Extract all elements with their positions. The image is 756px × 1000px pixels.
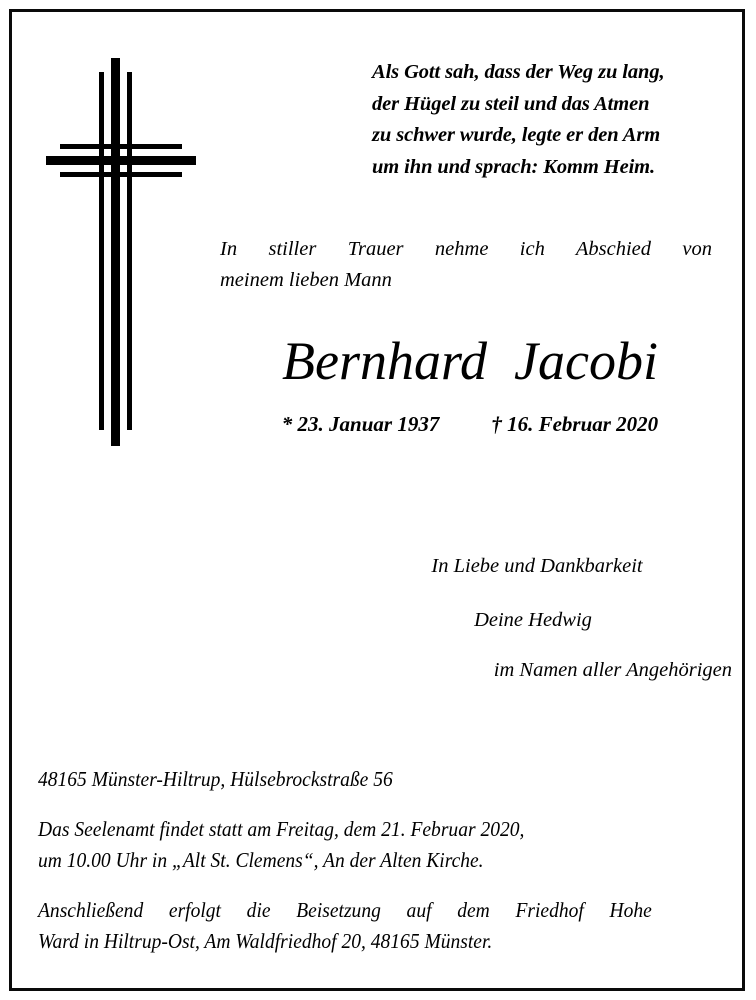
announcement-line-1: In stiller Trauer nehme ich Abschied von: [220, 238, 712, 260]
mourner-name: Deine Hedwig: [474, 609, 592, 631]
obituary-content: [12, 12, 742, 988]
service-line-1: Das Seelenamt findet statt am Freitag, dem 21. Februar 2020,: [38, 817, 525, 841]
service-line-2: um 10.00 Uhr in „Alt St. Clemens“, An der Alten Kirche.: [38, 848, 484, 872]
thanks-line-3: im Namen aller Angehörigen: [493, 659, 732, 681]
death-date: † 16. Februar 2020: [491, 412, 659, 436]
burial-line-1: Anschließend erfolgt die Beisetzung auf dem Friedhof Hohe: [38, 898, 652, 922]
memorial-poem: [372, 57, 712, 183]
christian-cross-icon: [38, 50, 198, 450]
birth-date: * 23. Januar 1937: [281, 412, 440, 436]
burial-line-2: Ward in Hiltrup-Ost, Am Waldfriedhof 20, 48165 Münster.: [38, 929, 493, 953]
service-details: [38, 764, 652, 957]
thanks-block: [342, 552, 732, 684]
thanks-line-1: In Liebe und Dankbarkeit: [431, 555, 643, 577]
address-block: [38, 764, 652, 795]
deceased-name: Bernhard Jacobi: [282, 331, 658, 391]
obituary-notice-frame: [9, 9, 745, 991]
service-block: [38, 814, 652, 876]
address-line: 48165 Münster-Hiltrup, Hülsebrockstraße 56: [38, 767, 393, 791]
poem-line: der Hügel zu steil und das Atmen: [372, 92, 650, 115]
burial-block: [38, 895, 652, 957]
poem-line: Als Gott sah, dass der Weg zu lang,: [372, 61, 665, 83]
poem-line: zu schwer wurde, legte er den Arm: [372, 124, 661, 146]
poem-line: um ihn und sprach: Komm Heim.: [372, 155, 656, 178]
announcement-line-2: meinem lieben Mann: [220, 269, 392, 291]
announcement-text: [220, 234, 712, 296]
life-dates: [220, 410, 720, 438]
